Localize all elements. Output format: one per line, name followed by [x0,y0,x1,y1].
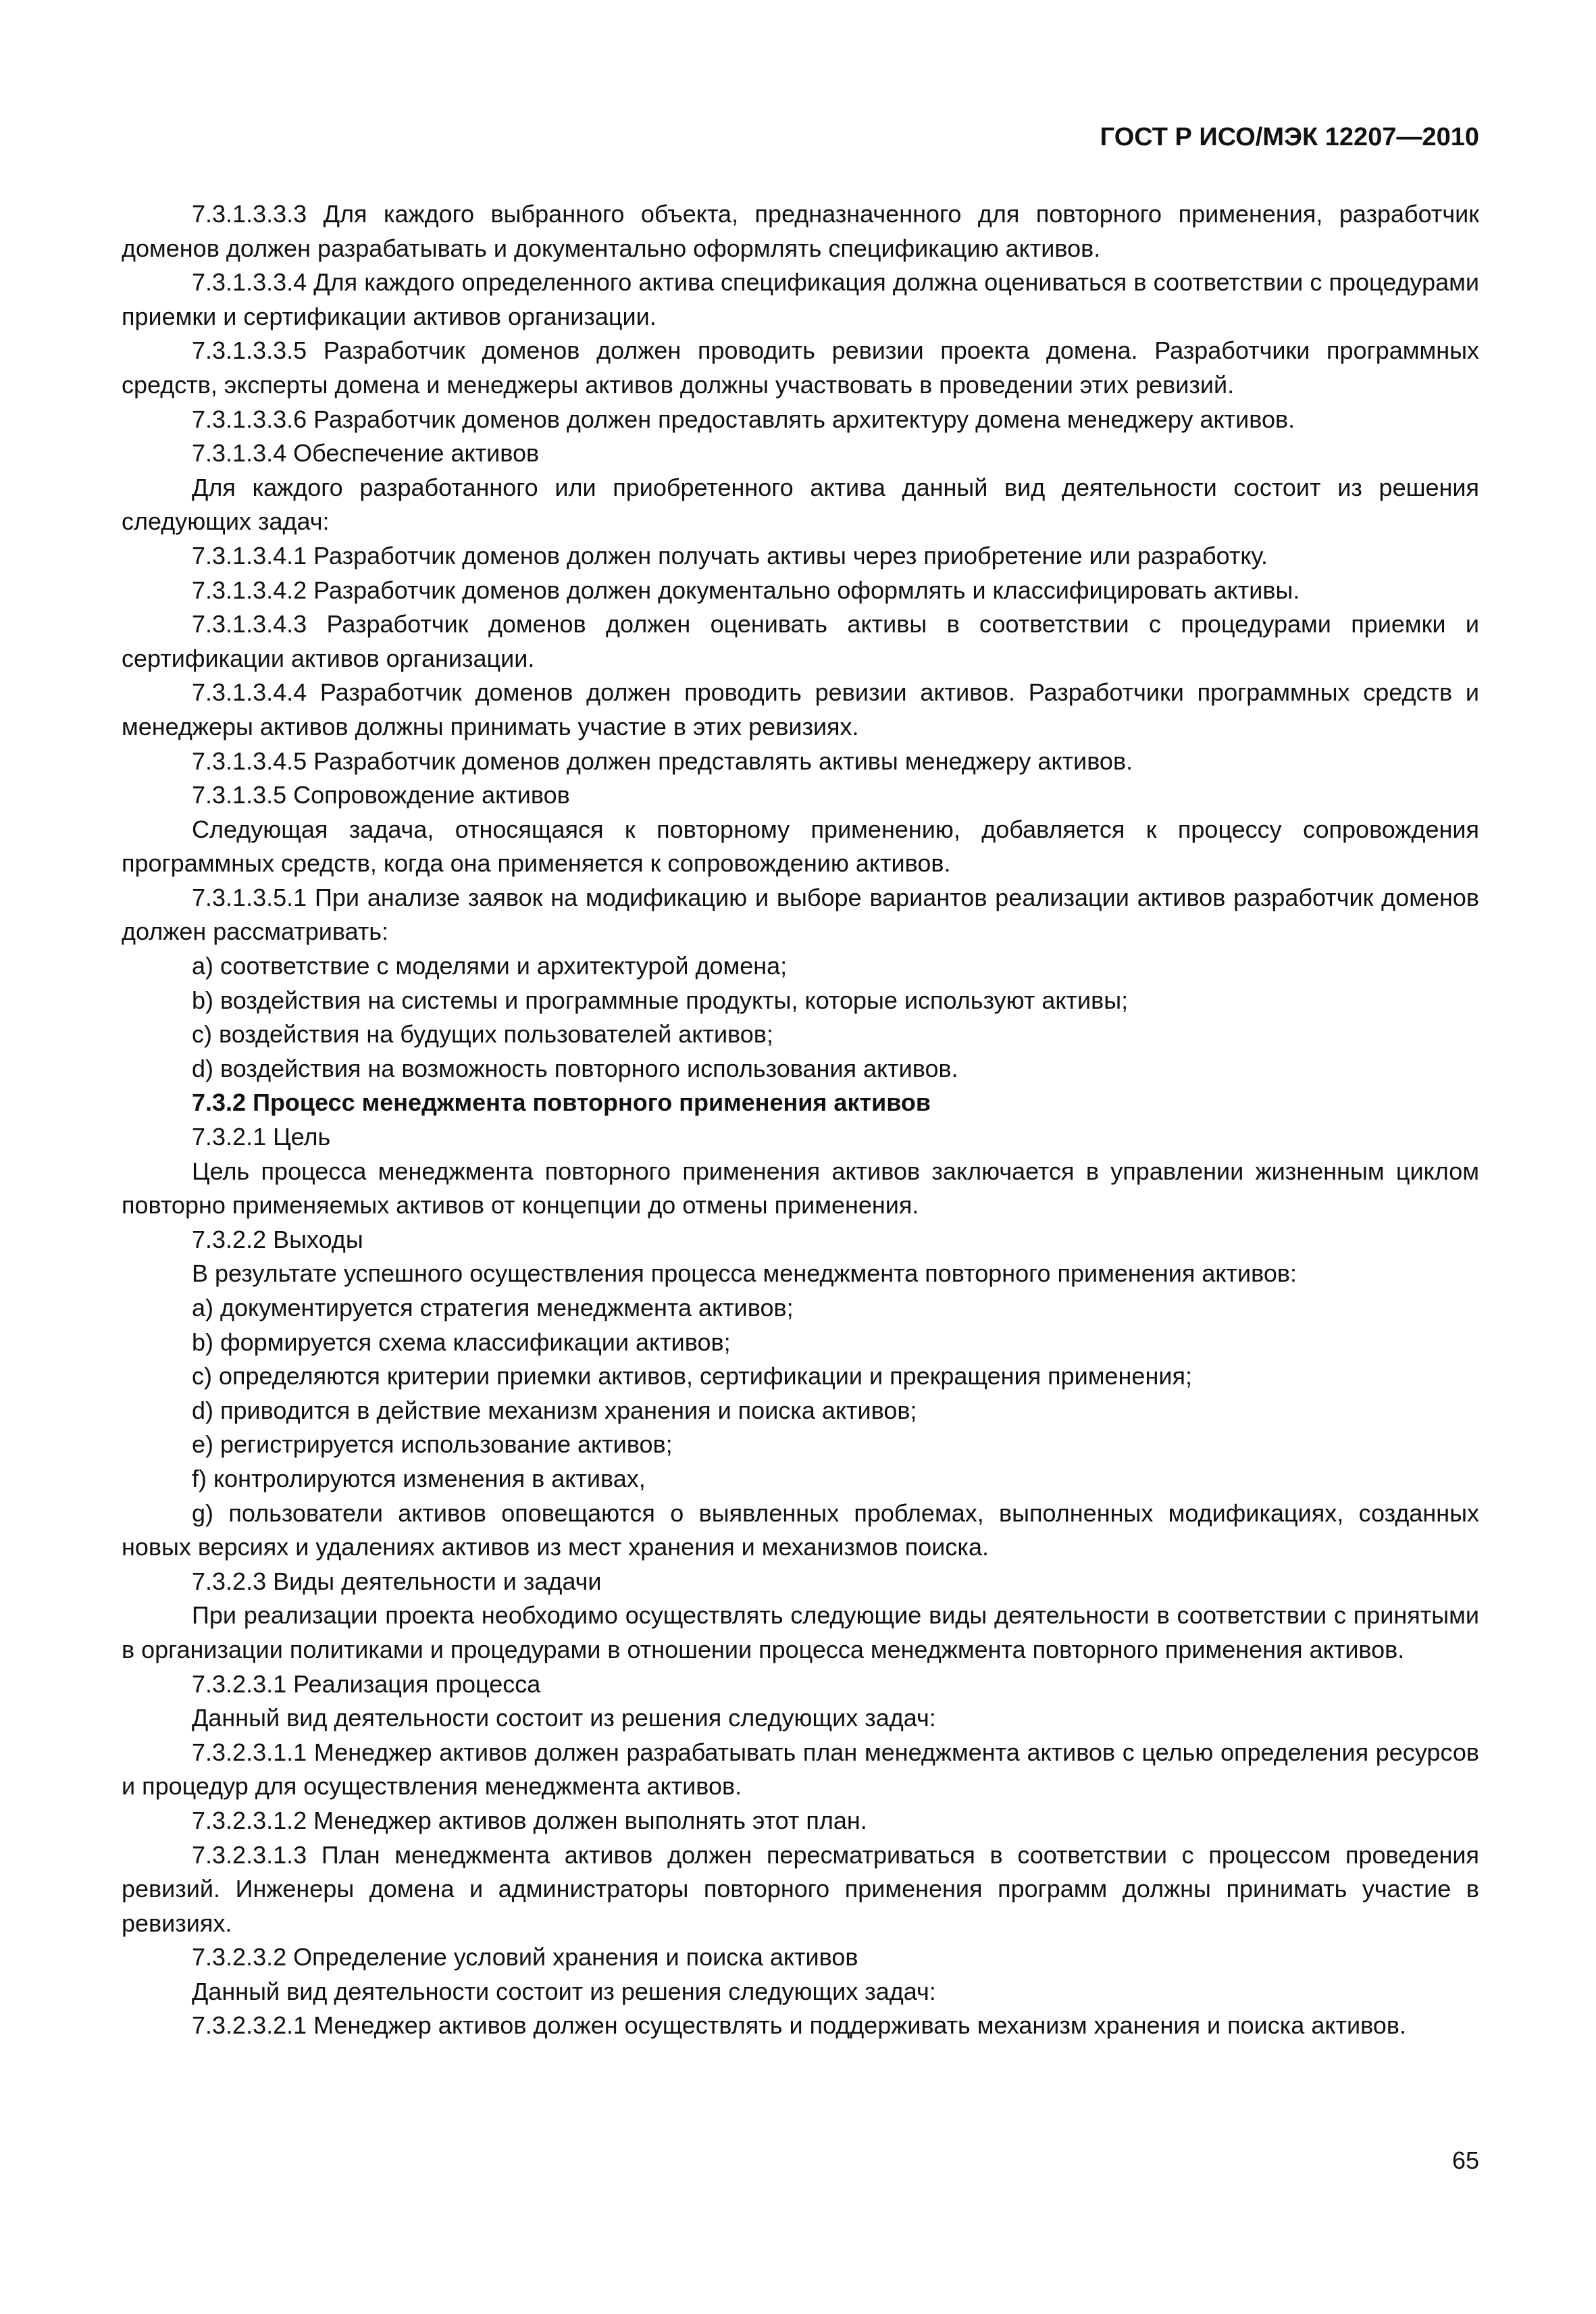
paragraph: 7.3.1.3.5 Сопровождение активов [192,781,570,809]
paragraph: Данный вид деятельности состоит из решения следующих задач: [192,1977,936,2005]
paragraph: 7.3.1.3.3.6 Разработчик доменов должен предоставлять архитектуру домена менеджеру активов. [192,405,1295,433]
list-item: c) воздействия на будущих пользователей активов; [192,1020,773,1049]
list-item: g) пользователи активов оповещаются о выявленных проблемах, выполненных модификациях, созданных новых версиях и удалениях активов из мест хранения и механизмов поиска. [122,1499,1479,1561]
paragraph: 7.3.1.3.4.5 Разработчик доменов должен представлять активы менеджеру активов. [192,747,1133,775]
paragraph: Для каждого разработанного или приобретенного актива данный вид деятельности состоит из решения следующих задач: [122,473,1479,536]
list-item: b) формируется схема классификации активов; [192,1328,731,1356]
document-body [122,197,1479,2043]
paragraph: 7.3.1.3.3.5 Разработчик доменов должен проводить ревизии проекта домена. Разработчики программных средств, эксперты домена и менеджеры активов должны участвовать в проведении этих ревизий. [122,336,1479,399]
paragraph: В результате успешного осуществления процесса менеджмента повторного применения активов: [192,1259,1297,1288]
paragraph: 7.3.1.3.5.1 При анализе заявок на модификацию и выборе вариантов реализации активов разработчик доменов должен рассматривать: [122,883,1479,946]
section-heading: 7.3.2 Процесс менеджмента повторного применения активов [192,1088,931,1117]
list-item: c) определяются критерии приемки активов, сертификации и прекращения применения; [192,1362,1192,1390]
list-item: d) воздействия на возможность повторного использования активов. [192,1054,958,1082]
paragraph: 7.3.2.3.1.2 Менеджер активов должен выполнять этот план. [192,1806,867,1834]
paragraph: 7.3.2.3.2 Определение условий хранения и поиска активов [192,1943,858,1971]
paragraph: 7.3.2.3.2.1 Менеджер активов должен осуществлять и поддерживать механизм хранения и поиска активов. [192,2011,1406,2040]
page-number: 65 [1451,2146,1479,2174]
paragraph: 7.3.2.1 Цель [192,1123,331,1151]
list-item: e) регистрируется использование активов; [192,1430,673,1459]
paragraph: Цель процесса менеджмента повторного применения активов заключается в управлении жизненным циклом повторно применяемых активов от концепции до отмены применения. [122,1157,1479,1219]
paragraph: 7.3.1.3.3.4 Для каждого определенного актива спецификация должна оцениваться в соответствии с процедурами приемки и сертификации активов организации. [122,268,1479,330]
paragraph: Следующая задача, относящаяся к повторному применению, добавляется к процессу сопровождения программных средств, когда она применяется к сопровождению активов. [122,815,1479,878]
paragraph: 7.3.2.3 Виды деятельности и задачи [192,1567,602,1595]
paragraph: 7.3.1.3.4.1 Разработчик доменов должен получать активы через приобретение или разработку. [192,541,1268,570]
paragraph: 7.3.1.3.4.2 Разработчик доменов должен документально оформлять и классифицировать активы. [192,576,1300,604]
paragraph: 7.3.1.3.4.4 Разработчик доменов должен проводить ревизии активов. Разработчики программных средств и менеджеры активов должны принимать участие в этих ревизиях. [122,678,1479,740]
paragraph: 7.3.2.3.1.1 Менеджер активов должен разрабатывать план менеджмента активов с целью определения ресурсов и процедур для осуществления менеджмента активов. [122,1738,1479,1801]
paragraph: При реализации проекта необходимо осуществлять следующие виды деятельности в соответствии с принятыми в организации политиками и процедурами в отношении процесса менеджмента повторного применения активов. [122,1601,1479,1663]
list-item: b) воздействия на системы и программные продукты, которые используют активы; [192,986,1129,1014]
list-item: a) документируется стратегия менеджмента активов; [192,1294,794,1322]
document-header: ГОСТ Р ИСО/МЭК 12207—2010 [1100,123,1479,151]
paragraph: 7.3.2.2 Выходы [192,1225,363,1253]
paragraph: 7.3.1.3.3.3 Для каждого выбранного объекта, предназначенного для повторного применения, разработчик доменов должен разрабатывать и документально оформлять спецификацию активов. [122,200,1479,262]
list-item: f) контролируются изменения в активах, [192,1464,646,1492]
list-item: d) приводится в действие механизм хранения и поиска активов; [192,1396,917,1424]
list-item: a) соответствие с моделями и архитектурой домена; [192,952,788,980]
paragraph: 7.3.2.3.1 Реализация процесса [192,1669,541,1698]
paragraph: Данный вид деятельности состоит из решения следующих задач: [192,1704,936,1732]
paragraph: 7.3.1.3.4 Обеспечение активов [192,439,540,468]
paragraph: 7.3.2.3.1.3 План менеджмента активов должен пересматриваться в соответствии с процессом проведения ревизий. Инженеры домена и администраторы повторного применения программ должны принимать участие в ревизиях. [122,1840,1479,1937]
paragraph: 7.3.1.3.4.3 Разработчик доменов должен оценивать активы в соответствии с процедурами приемки и сертификации активов организации. [122,610,1479,672]
